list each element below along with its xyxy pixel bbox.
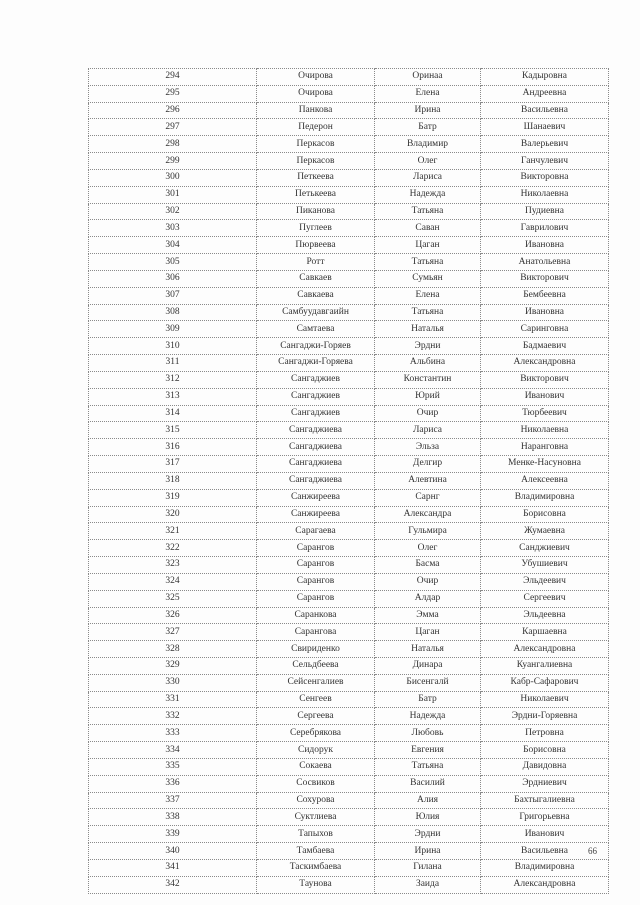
patronymic-cell: Александровна <box>481 641 609 658</box>
last-name-cell: Пуглеев <box>257 220 375 237</box>
first-name-cell: Цаган <box>375 237 481 254</box>
table-row <box>89 304 609 321</box>
patronymic-cell: Иванович <box>481 388 609 405</box>
row-number-cell: 325 <box>89 590 257 607</box>
row-number-cell: 300 <box>89 169 257 186</box>
table-row <box>89 186 609 203</box>
first-name-cell: Сумьян <box>375 270 481 287</box>
row-number-cell: 320 <box>89 506 257 523</box>
row-number-cell: 319 <box>89 489 257 506</box>
patronymic-cell: Наранговна <box>481 439 609 456</box>
row-number-cell: 312 <box>89 371 257 388</box>
first-name-cell: Юрий <box>375 388 481 405</box>
table-row <box>89 456 609 473</box>
first-name-cell: Надежда <box>375 708 481 725</box>
last-name-cell: Петкеева <box>257 169 375 186</box>
table-row <box>89 657 609 674</box>
last-name-cell: Сосвиков <box>257 775 375 792</box>
patronymic-cell: Саринговна <box>481 321 609 338</box>
first-name-cell: Татьяна <box>375 203 481 220</box>
table-row <box>89 742 609 759</box>
last-name-cell: Сарангов <box>257 573 375 590</box>
patronymic-cell: Иванович <box>481 826 609 843</box>
last-name-cell: Сангаджиева <box>257 439 375 456</box>
table-row <box>89 153 609 170</box>
first-name-cell: Лариса <box>375 422 481 439</box>
row-number-cell: 298 <box>89 136 257 153</box>
row-number-cell: 306 <box>89 270 257 287</box>
patronymic-cell: Андреевна <box>481 85 609 102</box>
last-name-cell: Сенгеев <box>257 691 375 708</box>
last-name-cell: Самбуудавгаийн <box>257 304 375 321</box>
first-name-cell: Басма <box>375 557 481 574</box>
table-row <box>89 169 609 186</box>
table-row <box>89 254 609 271</box>
row-number-cell: 337 <box>89 792 257 809</box>
row-number-cell: 316 <box>89 439 257 456</box>
table-row <box>89 203 609 220</box>
table-row <box>89 674 609 691</box>
row-number-cell: 326 <box>89 607 257 624</box>
table-row <box>89 439 609 456</box>
first-name-cell: Юлия <box>375 809 481 826</box>
first-name-cell: Ирина <box>375 102 481 119</box>
first-name-cell: Надежда <box>375 186 481 203</box>
patronymic-cell: Бадмаевич <box>481 338 609 355</box>
first-name-cell: Эрдни <box>375 826 481 843</box>
table-row <box>89 843 609 860</box>
first-name-cell: Алдар <box>375 590 481 607</box>
row-number-cell: 295 <box>89 85 257 102</box>
row-number-cell: 335 <box>89 758 257 775</box>
row-number-cell: 301 <box>89 186 257 203</box>
patronymic-cell: Каршаевна <box>481 624 609 641</box>
table-row <box>89 775 609 792</box>
patronymic-cell: Викторовна <box>481 169 609 186</box>
patronymic-cell: Куангалиевна <box>481 657 609 674</box>
row-number-cell: 303 <box>89 220 257 237</box>
table-row <box>89 287 609 304</box>
patronymic-cell: Владимировна <box>481 489 609 506</box>
patronymic-cell: Николаевна <box>481 186 609 203</box>
table-row <box>89 506 609 523</box>
patronymic-cell: Эрдни-Горяевна <box>481 708 609 725</box>
table-row <box>89 826 609 843</box>
patronymic-cell: Анатольевна <box>481 254 609 271</box>
last-name-cell: Сангаджиев <box>257 371 375 388</box>
last-name-cell: Сохурова <box>257 792 375 809</box>
patronymic-cell: Валерьевич <box>481 136 609 153</box>
patronymic-cell: Викторович <box>481 371 609 388</box>
row-number-cell: 296 <box>89 102 257 119</box>
row-number-cell: 336 <box>89 775 257 792</box>
table-row <box>89 69 609 86</box>
table-row <box>89 321 609 338</box>
row-number-cell: 342 <box>89 876 257 893</box>
last-name-cell: Санжиреева <box>257 489 375 506</box>
patronymic-cell: Бахтыгалиевна <box>481 792 609 809</box>
row-number-cell: 338 <box>89 809 257 826</box>
table-row <box>89 355 609 372</box>
patronymic-cell: Менке-Насуновна <box>481 456 609 473</box>
last-name-cell: Ротт <box>257 254 375 271</box>
patronymic-cell: Васильевна <box>481 102 609 119</box>
first-name-cell: Батр <box>375 119 481 136</box>
first-name-cell: Гилана <box>375 859 481 876</box>
first-name-cell: Лариса <box>375 169 481 186</box>
first-name-cell: Эльза <box>375 439 481 456</box>
table-row <box>89 557 609 574</box>
table-row <box>89 220 609 237</box>
patronymic-cell: Жумаевна <box>481 523 609 540</box>
row-number-cell: 328 <box>89 641 257 658</box>
last-name-cell: Перкасов <box>257 136 375 153</box>
row-number-cell: 297 <box>89 119 257 136</box>
table-row <box>89 85 609 102</box>
patronymic-cell: Викторович <box>481 270 609 287</box>
last-name-cell: Сангаджиева <box>257 422 375 439</box>
row-number-cell: 332 <box>89 708 257 725</box>
table-row <box>89 472 609 489</box>
first-name-cell: Олег <box>375 540 481 557</box>
table-row <box>89 338 609 355</box>
patronymic-cell: Владимировна <box>481 859 609 876</box>
roster-table <box>88 68 609 894</box>
last-name-cell: Сельдбеева <box>257 657 375 674</box>
first-name-cell: Очир <box>375 405 481 422</box>
patronymic-cell: Алексеевна <box>481 472 609 489</box>
patronymic-cell: Эрдниевич <box>481 775 609 792</box>
row-number-cell: 304 <box>89 237 257 254</box>
last-name-cell: Сарангова <box>257 624 375 641</box>
first-name-cell: Александра <box>375 506 481 523</box>
patronymic-cell: Шанаевич <box>481 119 609 136</box>
first-name-cell: Оринаа <box>375 69 481 86</box>
patronymic-cell: Николаевна <box>481 422 609 439</box>
patronymic-cell: Убушиевич <box>481 557 609 574</box>
last-name-cell: Савкаева <box>257 287 375 304</box>
first-name-cell: Елена <box>375 287 481 304</box>
first-name-cell: Любовь <box>375 725 481 742</box>
row-number-cell: 341 <box>89 859 257 876</box>
table-row <box>89 624 609 641</box>
table-row <box>89 691 609 708</box>
first-name-cell: Евгения <box>375 742 481 759</box>
table-row <box>89 405 609 422</box>
first-name-cell: Эрдни <box>375 338 481 355</box>
row-number-cell: 317 <box>89 456 257 473</box>
row-number-cell: 323 <box>89 557 257 574</box>
row-number-cell: 294 <box>89 69 257 86</box>
last-name-cell: Панкова <box>257 102 375 119</box>
first-name-cell: Елена <box>375 85 481 102</box>
patronymic-cell: Ивановна <box>481 304 609 321</box>
patronymic-cell: Ганчулевич <box>481 153 609 170</box>
patronymic-cell: Тюрбеевич <box>481 405 609 422</box>
patronymic-cell: Эльдеевна <box>481 607 609 624</box>
first-name-cell: Сарнг <box>375 489 481 506</box>
first-name-cell: Владимир <box>375 136 481 153</box>
first-name-cell: Василий <box>375 775 481 792</box>
patronymic-cell: Васильевна <box>481 843 609 860</box>
last-name-cell: Сарангов <box>257 557 375 574</box>
row-number-cell: 309 <box>89 321 257 338</box>
page-number: 66 <box>588 846 597 856</box>
last-name-cell: Сидорук <box>257 742 375 759</box>
last-name-cell: Петькеева <box>257 186 375 203</box>
table-row <box>89 859 609 876</box>
patronymic-cell: Сергеевич <box>481 590 609 607</box>
last-name-cell: Сарагаева <box>257 523 375 540</box>
last-name-cell: Суктлиева <box>257 809 375 826</box>
last-name-cell: Санжиреева <box>257 506 375 523</box>
first-name-cell: Константин <box>375 371 481 388</box>
roster-table-body <box>89 69 609 894</box>
last-name-cell: Сарангов <box>257 540 375 557</box>
row-number-cell: 333 <box>89 725 257 742</box>
patronymic-cell: Борисовна <box>481 742 609 759</box>
last-name-cell: Перкасов <box>257 153 375 170</box>
table-row <box>89 422 609 439</box>
last-name-cell: Таскимбаева <box>257 859 375 876</box>
patronymic-cell: Петровна <box>481 725 609 742</box>
last-name-cell: Педерон <box>257 119 375 136</box>
patronymic-cell: Николаевич <box>481 691 609 708</box>
last-name-cell: Самтаева <box>257 321 375 338</box>
row-number-cell: 302 <box>89 203 257 220</box>
last-name-cell: Саранкова <box>257 607 375 624</box>
last-name-cell: Тамбаева <box>257 843 375 860</box>
last-name-cell: Сергеева <box>257 708 375 725</box>
patronymic-cell: Кадыровна <box>481 69 609 86</box>
row-number-cell: 318 <box>89 472 257 489</box>
table-row <box>89 708 609 725</box>
last-name-cell: Сангаджи-Горяева <box>257 355 375 372</box>
last-name-cell: Очирова <box>257 85 375 102</box>
last-name-cell: Сангаджиева <box>257 456 375 473</box>
row-number-cell: 299 <box>89 153 257 170</box>
row-number-cell: 339 <box>89 826 257 843</box>
last-name-cell: Свириденко <box>257 641 375 658</box>
last-name-cell: Сангаджи-Горяев <box>257 338 375 355</box>
row-number-cell: 307 <box>89 287 257 304</box>
row-number-cell: 334 <box>89 742 257 759</box>
patronymic-cell: Давидовна <box>481 758 609 775</box>
last-name-cell: Сангаджиева <box>257 472 375 489</box>
table-row <box>89 540 609 557</box>
table-row <box>89 573 609 590</box>
table-row <box>89 792 609 809</box>
last-name-cell: Пюрвеева <box>257 237 375 254</box>
patronymic-cell: Бембеевна <box>481 287 609 304</box>
table-row <box>89 607 609 624</box>
row-number-cell: 313 <box>89 388 257 405</box>
last-name-cell: Сокаева <box>257 758 375 775</box>
first-name-cell: Цаган <box>375 624 481 641</box>
table-row <box>89 876 609 893</box>
last-name-cell: Серебрякова <box>257 725 375 742</box>
table-row <box>89 758 609 775</box>
row-number-cell: 310 <box>89 338 257 355</box>
table-row <box>89 641 609 658</box>
first-name-cell: Наталья <box>375 641 481 658</box>
row-number-cell: 329 <box>89 657 257 674</box>
first-name-cell: Татьяна <box>375 254 481 271</box>
patronymic-cell: Александровна <box>481 876 609 893</box>
last-name-cell: Очирова <box>257 69 375 86</box>
table-row <box>89 102 609 119</box>
table-row <box>89 725 609 742</box>
first-name-cell: Эмма <box>375 607 481 624</box>
last-name-cell: Сарангов <box>257 590 375 607</box>
table-row <box>89 590 609 607</box>
first-name-cell: Алия <box>375 792 481 809</box>
table-row <box>89 489 609 506</box>
first-name-cell: Заида <box>375 876 481 893</box>
table-row <box>89 119 609 136</box>
patronymic-cell: Гаврилович <box>481 220 609 237</box>
patronymic-cell: Борисовна <box>481 506 609 523</box>
first-name-cell: Алевтина <box>375 472 481 489</box>
first-name-cell: Татьяна <box>375 304 481 321</box>
first-name-cell: Ирина <box>375 843 481 860</box>
patronymic-cell: Ивановна <box>481 237 609 254</box>
first-name-cell: Альбина <box>375 355 481 372</box>
row-number-cell: 327 <box>89 624 257 641</box>
row-number-cell: 315 <box>89 422 257 439</box>
patronymic-cell: Григорьевна <box>481 809 609 826</box>
last-name-cell: Сангаджиев <box>257 405 375 422</box>
first-name-cell: Гульмира <box>375 523 481 540</box>
first-name-cell: Олег <box>375 153 481 170</box>
patronymic-cell: Кабр-Сафарович <box>481 674 609 691</box>
row-number-cell: 340 <box>89 843 257 860</box>
patronymic-cell: Пудиевна <box>481 203 609 220</box>
first-name-cell: Наталья <box>375 321 481 338</box>
row-number-cell: 311 <box>89 355 257 372</box>
row-number-cell: 324 <box>89 573 257 590</box>
table-row <box>89 136 609 153</box>
patronymic-cell: Александровна <box>481 355 609 372</box>
table-row <box>89 523 609 540</box>
table-row <box>89 237 609 254</box>
patronymic-cell: Санджиевич <box>481 540 609 557</box>
last-name-cell: Тапыхов <box>257 826 375 843</box>
row-number-cell: 331 <box>89 691 257 708</box>
row-number-cell: 322 <box>89 540 257 557</box>
table-row <box>89 388 609 405</box>
last-name-cell: Таунова <box>257 876 375 893</box>
last-name-cell: Савкаев <box>257 270 375 287</box>
row-number-cell: 330 <box>89 674 257 691</box>
table-row <box>89 270 609 287</box>
patronymic-cell: Эльдеевич <box>481 573 609 590</box>
row-number-cell: 321 <box>89 523 257 540</box>
table-row <box>89 809 609 826</box>
first-name-cell: Делгир <box>375 456 481 473</box>
first-name-cell: Бисенгалй <box>375 674 481 691</box>
row-number-cell: 305 <box>89 254 257 271</box>
last-name-cell: Сангаджиев <box>257 388 375 405</box>
first-name-cell: Очир <box>375 573 481 590</box>
row-number-cell: 314 <box>89 405 257 422</box>
first-name-cell: Саван <box>375 220 481 237</box>
last-name-cell: Пиканова <box>257 203 375 220</box>
first-name-cell: Татьяна <box>375 758 481 775</box>
table-row <box>89 371 609 388</box>
first-name-cell: Динара <box>375 657 481 674</box>
last-name-cell: Сейсенгалиев <box>257 674 375 691</box>
row-number-cell: 308 <box>89 304 257 321</box>
first-name-cell: Батр <box>375 691 481 708</box>
